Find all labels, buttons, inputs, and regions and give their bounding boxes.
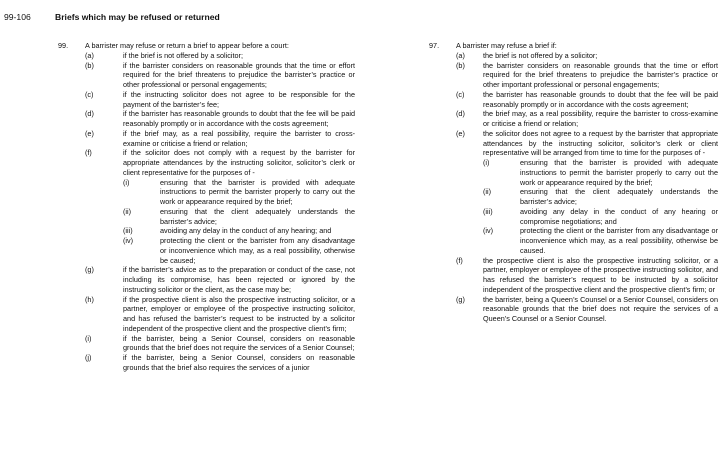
clause-text: the barrister, being a Queen’s Counsel or a Senior Counsel, considers on reasonable grounds that the brief does not require the services of a Queen’s Counsel or a Senior Counsel. <box>483 294 718 323</box>
clause-item <box>456 51 718 61</box>
clause-label: (e) <box>85 128 94 138</box>
clause-item <box>85 334 355 354</box>
clause-label: (e) <box>456 128 465 138</box>
subclause-item <box>483 158 718 187</box>
subclause-text: ensuring that the client adequately understands the barrister’s advice; <box>160 206 355 226</box>
subclause-item <box>123 226 355 236</box>
clause-text: the brief is not offered by a solicitor; <box>483 50 598 60</box>
clause-item <box>456 256 718 295</box>
subclause-text: avoiding any delay in the conduct of any hearing or compromise negotiations; and <box>520 206 718 226</box>
subclause-text: avoiding any delay in the conduct of any hearing; and <box>160 226 332 236</box>
clause-item <box>85 148 355 265</box>
clause-item <box>85 353 355 373</box>
clause-label: (h) <box>85 294 94 304</box>
clause-item <box>85 90 355 110</box>
subclause-text: protecting the client or the barrister from any disadvantage or inconvenience which may, as a real possibility, otherwise be caused. <box>520 226 718 255</box>
subclause-item <box>123 178 355 207</box>
clause-item <box>85 265 355 294</box>
rule-number-left: 99. <box>58 41 69 50</box>
subclause-item <box>483 207 718 227</box>
clause-label: (b) <box>85 60 94 70</box>
clause-item <box>456 295 718 324</box>
subclause-label: (ii) <box>483 187 492 197</box>
clause-label: (j) <box>85 353 92 362</box>
clause-text: if the prospective client is also the prospective instructing solicitor, or a partner, employer or employee of the prospective instructing solicitor, and has refused the barrister’s request to be instructed by a solicitor independent of the prospective client and the prospective client’s firm; <box>123 294 355 333</box>
subclause-text: ensuring that the barrister is provided with adequate instructions to permit the barrister properly to carry out the work or appearance required by the brief; <box>520 158 718 187</box>
clause-item <box>85 61 355 90</box>
clause-item <box>456 109 718 129</box>
clause-text: the prospective client is also the prospective instructing solicitor, or a partner, employer or employee of the prospective instructing solicitor, and has refused the barrister’s request to be instructed by a solicitor independent of the prospective client and the prospective client’s firm; or <box>483 255 718 294</box>
clause-text: if the barrister’s advice as to the preparation or conduct of the case, not including its compromise, has been rejected or ignored by the instructing solicitor or the client, as the case may be; <box>123 265 355 294</box>
clause-text: the barrister considers on reasonable grounds that the time or effort required for the brief threatens to prejudice the barrister’s practice or other important professional or personal engagements; <box>483 60 718 89</box>
clause-text: if the instructing solicitor does not agree to be responsible for the payment of the barrister’s fee; <box>123 89 355 109</box>
clause-label: (c) <box>456 89 465 99</box>
subclause-text: ensuring that the barrister is provided with adequate instructions to permit the barrister properly to carry out the work or appearance required by the brief; <box>160 177 355 206</box>
clause-item <box>85 295 355 334</box>
clause-list-right <box>456 51 718 324</box>
rule-intro-right: A barrister may refuse a brief if: <box>456 41 557 50</box>
subclause-item <box>483 187 718 207</box>
clause-label: (b) <box>456 60 465 70</box>
clause-item <box>85 51 355 61</box>
clause-text: if the barrister considers on reasonable grounds that the time or effort required for the brief threatens to prejudice the barrister’s practice or other professional or personal engagements; <box>123 60 355 89</box>
clause-item <box>456 129 718 256</box>
clause-item <box>85 109 355 129</box>
clause-item <box>85 129 355 149</box>
clause-item <box>456 61 718 90</box>
clause-text: the solicitor does not agree to a request by the barrister that appropriate attendances by the instructing solicitor, solicitor’s clerk or client representative will be arranged from time to time for the purposes of - <box>483 128 718 158</box>
clause-label: (g) <box>456 294 465 304</box>
clause-label: (a) <box>456 50 465 60</box>
rule-number-right: 97. <box>429 41 440 50</box>
subclause-text: protecting the client or the barrister from any disadvantage or inconvenience which may, as a real possibility, otherwise be caused; <box>160 236 355 265</box>
clause-text: if the brief may, as a real possibility, require the barrister to cross-examine or criticise a friend or relation; <box>123 128 355 148</box>
subclause-item <box>123 236 355 265</box>
section-number: 99-106 <box>4 12 31 22</box>
clause-label: (a) <box>85 50 94 60</box>
clause-label: (g) <box>85 265 94 275</box>
subclause-label: (iv) <box>123 236 134 245</box>
clause-label: (d) <box>85 109 94 119</box>
subclause-label: (iii) <box>483 206 493 216</box>
subclause-item <box>483 226 718 255</box>
subclause-item <box>123 207 355 227</box>
subclause-label: (i) <box>483 158 490 167</box>
clause-label: (f) <box>85 148 92 158</box>
clause-label: (i) <box>85 333 92 343</box>
clause-label: (f) <box>456 255 463 265</box>
subclause-label: (ii) <box>123 206 132 216</box>
clause-text: the barrister has reasonable grounds to doubt that the fee will be paid reasonably promptly or in accordance with the costs agreement; <box>483 89 718 109</box>
clause-label: (d) <box>456 109 465 119</box>
clause-text: if the barrister, being a Senior Counsel, considers on reasonable grounds that the brief does not require the services of a Senior Counsel; <box>123 333 355 353</box>
clause-text: if the brief is not offered by a solicitor; <box>123 50 243 60</box>
clause-list-left <box>85 51 355 373</box>
section-title: Briefs which may be refused or returned <box>55 12 220 22</box>
clause-item <box>456 90 718 110</box>
subclause-text: ensuring that the client adequately understands the barrister’s advice; <box>520 187 718 206</box>
clause-text: the brief may, as a real possibility, require the barrister to cross-examine or criticise a friend or relation; <box>483 109 718 128</box>
subclause-label: (iii) <box>123 226 133 236</box>
subclause-label: (i) <box>123 177 130 187</box>
clause-text: if the barrister, being a Senior Counsel, considers on reasonable grounds that the brief also requires the services of a junior <box>123 353 355 372</box>
clause-text: if the barrister has reasonable grounds to doubt that the fee will be paid reasonably promptly or in accordance with the costs agreement; <box>123 109 355 128</box>
clause-label: (c) <box>85 89 94 99</box>
clause-text: if the solicitor does not comply with a request by the barrister for appropriate attendances by the instructing solicitor, solicitor’s clerk or client representative for the purposes of - <box>123 148 355 177</box>
rule-intro-left: A barrister may refuse or return a brief to appear before a court: <box>85 41 289 50</box>
subclause-label: (iv) <box>483 226 494 236</box>
